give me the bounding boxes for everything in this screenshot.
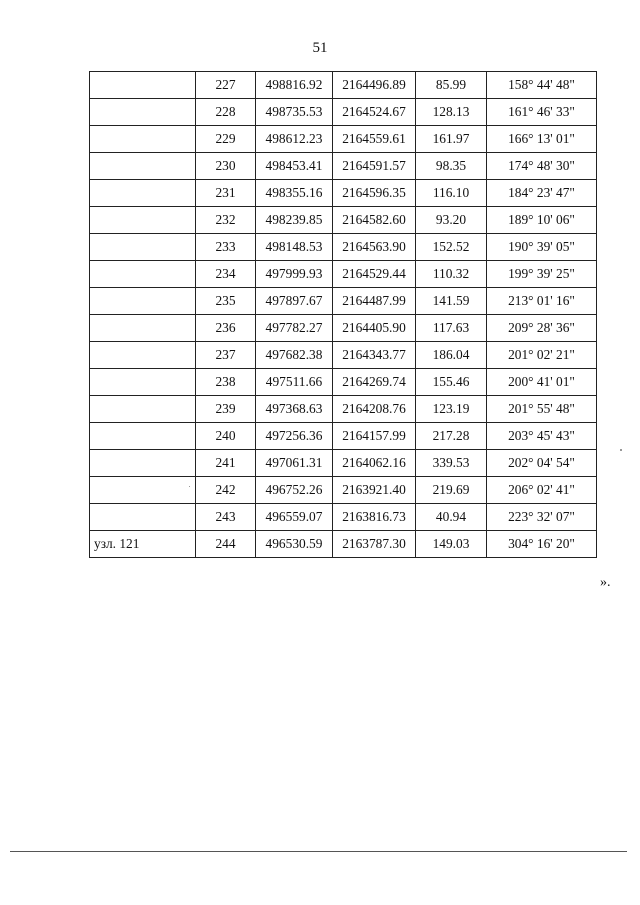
segment-length-cell: 152.52 <box>416 234 487 261</box>
row-name-cell <box>90 477 196 504</box>
table-row <box>90 423 597 450</box>
x-coordinate-cell: 497682.38 <box>256 342 333 369</box>
row-name-cell <box>90 72 196 99</box>
row-name-cell <box>90 234 196 261</box>
y-coordinate-cell: 2164596.35 <box>333 180 416 207</box>
direction-angle-cell: 223° 32' 07" <box>487 504 597 531</box>
x-coordinate-cell: 498239.85 <box>256 207 333 234</box>
segment-length-cell: 117.63 <box>416 315 487 342</box>
y-coordinate-cell: 2163816.73 <box>333 504 416 531</box>
closing-quote-mark: ». <box>600 575 611 590</box>
y-coordinate-cell: 2164591.57 <box>333 153 416 180</box>
coordinates-table <box>89 71 597 558</box>
point-number-cell: 230 <box>196 153 256 180</box>
segment-length-cell: 123.19 <box>416 396 487 423</box>
row-name-cell <box>90 423 196 450</box>
row-name-cell <box>90 396 196 423</box>
x-coordinate-cell: 498735.53 <box>256 99 333 126</box>
table-row <box>90 180 597 207</box>
y-coordinate-cell: 2164559.61 <box>333 126 416 153</box>
coordinates-table-body <box>90 72 597 558</box>
y-coordinate-cell: 2164529.44 <box>333 261 416 288</box>
table-row <box>90 342 597 369</box>
y-coordinate-cell: 2164582.60 <box>333 207 416 234</box>
x-coordinate-cell: 498453.41 <box>256 153 333 180</box>
y-coordinate-cell: 2164157.99 <box>333 423 416 450</box>
segment-length-cell: 155.46 <box>416 369 487 396</box>
point-number-cell: 242 <box>196 477 256 504</box>
direction-angle-cell: 209° 28' 36" <box>487 315 597 342</box>
x-coordinate-cell: 496559.07 <box>256 504 333 531</box>
x-coordinate-cell: 497256.36 <box>256 423 333 450</box>
row-name-cell <box>90 369 196 396</box>
point-number-cell: 243 <box>196 504 256 531</box>
segment-length-cell: 85.99 <box>416 72 487 99</box>
segment-length-cell: 186.04 <box>416 342 487 369</box>
direction-angle-cell: 213° 01' 16" <box>487 288 597 315</box>
direction-angle-cell: 158° 44' 48" <box>487 72 597 99</box>
footer-rule <box>10 851 627 852</box>
x-coordinate-cell: 497061.31 <box>256 450 333 477</box>
table-row <box>90 369 597 396</box>
point-number-cell: 237 <box>196 342 256 369</box>
direction-angle-cell: 203° 45' 43" <box>487 423 597 450</box>
y-coordinate-cell: 2164405.90 <box>333 315 416 342</box>
direction-angle-cell: 189° 10' 06" <box>487 207 597 234</box>
y-coordinate-cell: 2164524.67 <box>333 99 416 126</box>
row-name-cell <box>90 153 196 180</box>
y-coordinate-cell: 2164269.74 <box>333 369 416 396</box>
row-name-cell <box>90 126 196 153</box>
direction-angle-cell: 304° 16' 20" <box>487 531 597 558</box>
point-number-cell: 239 <box>196 396 256 423</box>
segment-length-cell: 93.20 <box>416 207 487 234</box>
table-row <box>90 531 597 558</box>
x-coordinate-cell: 497897.67 <box>256 288 333 315</box>
table-row <box>90 504 597 531</box>
table-row <box>90 99 597 126</box>
point-number-cell: 241 <box>196 450 256 477</box>
y-coordinate-cell: 2164487.99 <box>333 288 416 315</box>
table-row <box>90 261 597 288</box>
point-number-cell: 235 <box>196 288 256 315</box>
x-coordinate-cell: 497511.66 <box>256 369 333 396</box>
x-coordinate-cell: 498816.92 <box>256 72 333 99</box>
point-number-cell: 229 <box>196 126 256 153</box>
table-row <box>90 477 597 504</box>
x-coordinate-cell: 498148.53 <box>256 234 333 261</box>
row-name-cell <box>90 288 196 315</box>
segment-length-cell: 128.13 <box>416 99 487 126</box>
segment-length-cell: 110.32 <box>416 261 487 288</box>
x-coordinate-cell: 497999.93 <box>256 261 333 288</box>
direction-angle-cell: 199° 39' 25" <box>487 261 597 288</box>
y-coordinate-cell: 2163921.40 <box>333 477 416 504</box>
table-row <box>90 315 597 342</box>
table-row <box>90 153 597 180</box>
row-name-cell <box>90 99 196 126</box>
y-coordinate-cell: 2164208.76 <box>333 396 416 423</box>
point-number-cell: 233 <box>196 234 256 261</box>
segment-length-cell: 219.69 <box>416 477 487 504</box>
point-number-cell: 234 <box>196 261 256 288</box>
segment-length-cell: 149.03 <box>416 531 487 558</box>
segment-length-cell: 141.59 <box>416 288 487 315</box>
y-coordinate-cell: 2164496.89 <box>333 72 416 99</box>
point-number-cell: 232 <box>196 207 256 234</box>
table-row <box>90 126 597 153</box>
x-coordinate-cell: 497368.63 <box>256 396 333 423</box>
segment-length-cell: 161.97 <box>416 126 487 153</box>
table-row <box>90 207 597 234</box>
direction-angle-cell: 206° 02' 41" <box>487 477 597 504</box>
row-name-cell <box>90 342 196 369</box>
row-name-cell: узл. 121 <box>90 531 196 558</box>
direction-angle-cell: 200° 41' 01" <box>487 369 597 396</box>
table-row <box>90 72 597 99</box>
segment-length-cell: 116.10 <box>416 180 487 207</box>
scan-speck <box>189 486 190 487</box>
y-coordinate-cell: 2164563.90 <box>333 234 416 261</box>
table-row <box>90 396 597 423</box>
x-coordinate-cell: 498612.23 <box>256 126 333 153</box>
segment-length-cell: 98.35 <box>416 153 487 180</box>
segment-length-cell: 40.94 <box>416 504 487 531</box>
row-name-cell <box>90 180 196 207</box>
x-coordinate-cell: 498355.16 <box>256 180 333 207</box>
direction-angle-cell: 166° 13' 01" <box>487 126 597 153</box>
direction-angle-cell: 161° 46' 33" <box>487 99 597 126</box>
direction-angle-cell: 201° 02' 21" <box>487 342 597 369</box>
x-coordinate-cell: 496530.59 <box>256 531 333 558</box>
point-number-cell: 227 <box>196 72 256 99</box>
point-number-cell: 238 <box>196 369 256 396</box>
row-name-cell <box>90 315 196 342</box>
segment-length-cell: 217.28 <box>416 423 487 450</box>
x-coordinate-cell: 497782.27 <box>256 315 333 342</box>
row-name-cell <box>90 450 196 477</box>
table-row <box>90 450 597 477</box>
table-row <box>90 234 597 261</box>
direction-angle-cell: 202° 04' 54" <box>487 450 597 477</box>
segment-length-cell: 339.53 <box>416 450 487 477</box>
direction-angle-cell: 184° 23' 47" <box>487 180 597 207</box>
row-name-cell <box>90 207 196 234</box>
point-number-cell: 236 <box>196 315 256 342</box>
page-number: 51 <box>312 40 328 56</box>
y-coordinate-cell: 2164062.16 <box>333 450 416 477</box>
row-name-cell <box>90 261 196 288</box>
y-coordinate-cell: 2163787.30 <box>333 531 416 558</box>
direction-angle-cell: 201° 55' 48" <box>487 396 597 423</box>
row-name-cell <box>90 504 196 531</box>
x-coordinate-cell: 496752.26 <box>256 477 333 504</box>
table-row <box>90 288 597 315</box>
point-number-cell: 244 <box>196 531 256 558</box>
direction-angle-cell: 174° 48' 30" <box>487 153 597 180</box>
point-number-cell: 228 <box>196 99 256 126</box>
point-number-cell: 240 <box>196 423 256 450</box>
y-coordinate-cell: 2164343.77 <box>333 342 416 369</box>
point-number-cell: 231 <box>196 180 256 207</box>
direction-angle-cell: 190° 39' 05" <box>487 234 597 261</box>
scan-speck <box>620 449 622 451</box>
